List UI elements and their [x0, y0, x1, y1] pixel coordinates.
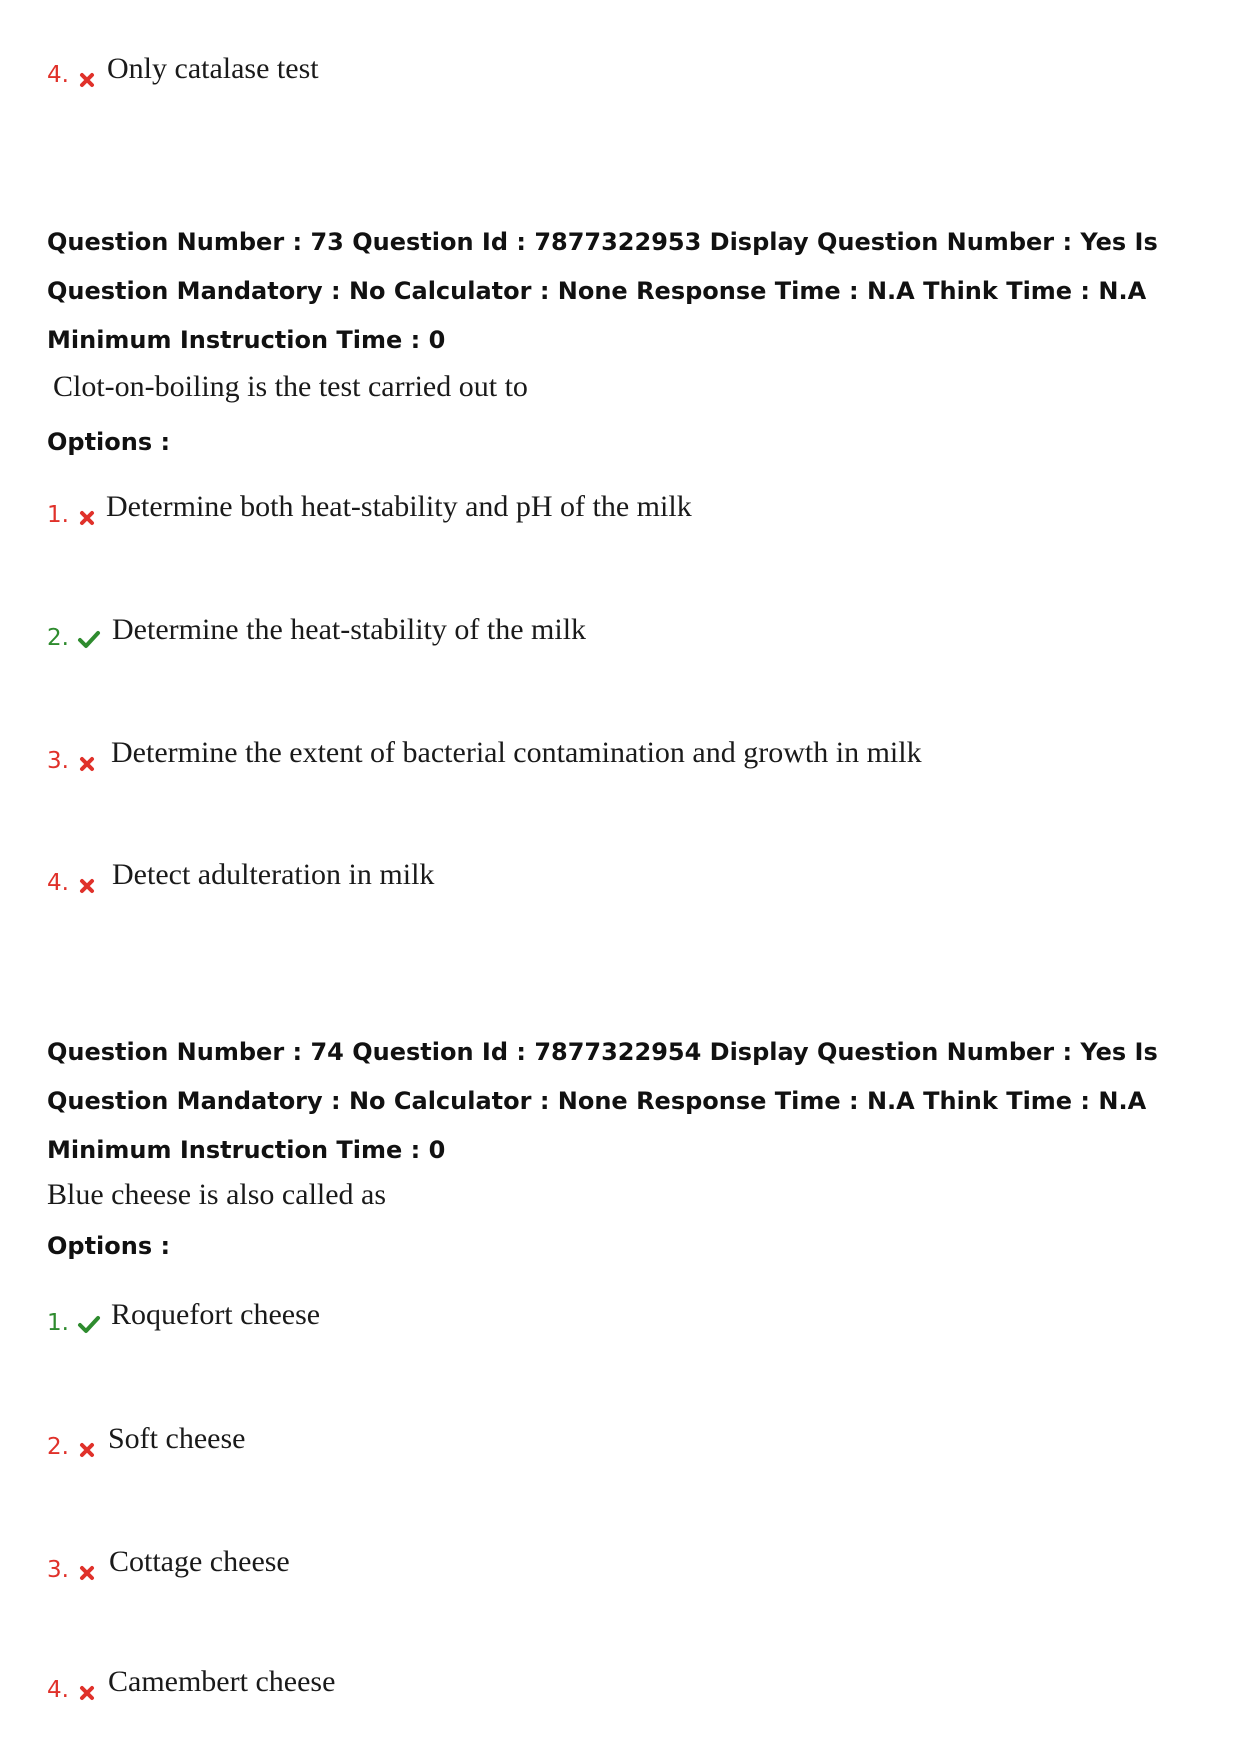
option-text: Determine the extent of bacterial contamination and growth in milk: [111, 736, 922, 769]
question-text: Blue cheese is also called as: [47, 1178, 387, 1211]
cross-icon: [77, 508, 97, 528]
check-icon: [77, 1314, 101, 1334]
option-number: 2.: [47, 1434, 69, 1460]
option-text: Determine the heat-stability of the milk: [112, 613, 587, 646]
option-number: 4.: [47, 1677, 69, 1703]
option-number: 3.: [47, 748, 69, 774]
option-text: Camembert cheese: [108, 1665, 336, 1698]
option-text: Roquefort cheese: [111, 1298, 321, 1331]
options-label: Options :: [47, 428, 171, 456]
option-number: 4.: [47, 62, 69, 88]
check-icon: [77, 629, 101, 649]
options-label: Options :: [47, 1232, 171, 1260]
option-number: 4.: [47, 870, 69, 896]
option-number: 3.: [47, 1557, 69, 1583]
option-text: Determine both heat-stability and pH of the milk: [106, 490, 692, 523]
option-text: Detect adulteration in milk: [112, 858, 435, 891]
cross-icon: [77, 754, 97, 774]
cross-icon: [77, 1563, 97, 1583]
cross-icon: [77, 1683, 97, 1703]
question-meta: Question Number : 73 Question Id : 7877322953 Display Question Number : Yes Is Question Mandatory : No Calculator : None Response Time : N.A Think Time : N.A Minimum Instruction Time : 0: [47, 228, 1158, 354]
option-number: 2.: [47, 625, 69, 651]
option-text: Cottage cheese: [109, 1545, 290, 1578]
question-text: Clot-on-boiling is the test carried out to: [53, 370, 528, 403]
option-text: Only catalase test: [107, 52, 319, 85]
question-meta: Question Number : 74 Question Id : 7877322954 Display Question Number : Yes Is Question Mandatory : No Calculator : None Response Time : N.A Think Time : N.A Minimum Instruction Time : 0: [47, 1038, 1158, 1164]
cross-icon: [77, 1440, 97, 1460]
cross-icon: [77, 876, 97, 896]
option-text: Soft cheese: [108, 1422, 246, 1455]
option-number: 1.: [47, 1310, 69, 1336]
cross-icon: [77, 70, 97, 90]
option-number: 1.: [47, 502, 69, 528]
